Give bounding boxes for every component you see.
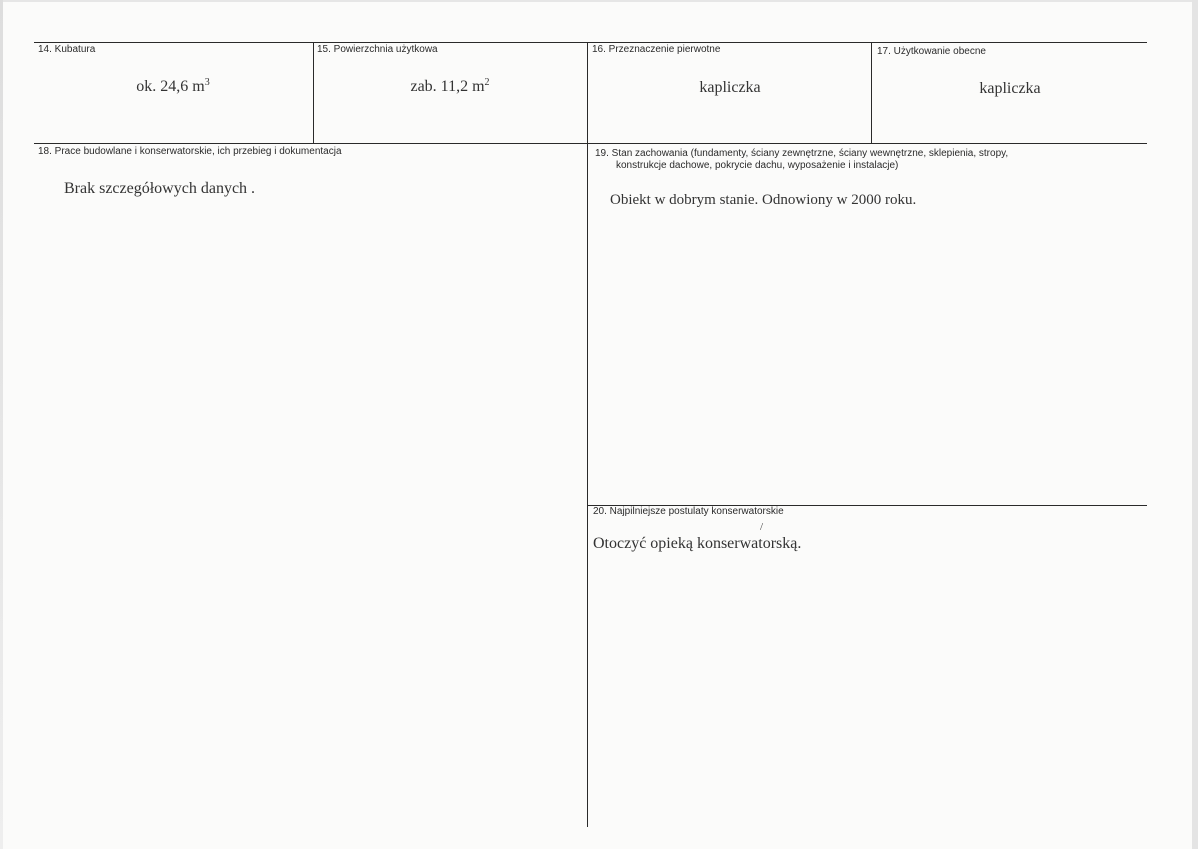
rule-col1 xyxy=(313,42,314,143)
field-20-label: 20. Najpilniejsze postulaty konserwatorskie xyxy=(593,506,784,517)
field-15-value: zab. 11,2 $m^2$ xyxy=(410,77,490,95)
field-19-value: Obiekt w dobrym stanie. Odnowiony w 2000 roku. xyxy=(610,192,917,208)
rule-col3 xyxy=(871,42,872,143)
field-17-value: kapliczka xyxy=(979,80,1041,97)
field-15-label: 15. Powierzchnia użytkowa xyxy=(317,44,438,55)
field-14-exponent: 3 xyxy=(204,77,210,88)
field-17-label: 17. Użytkowanie obecne xyxy=(877,46,986,57)
field-15-exponent: 2 xyxy=(484,77,490,88)
field-14-label: 14. Kubatura xyxy=(38,44,96,55)
scan-edge-left xyxy=(0,0,3,849)
field-19-label-line1: 19. Stan zachowania (fundamenty, ściany zewnętrzne, ściany wewnętrzne, sklepienia, stropy, xyxy=(595,148,1009,159)
scan-edge-top xyxy=(0,0,1198,2)
rule-top xyxy=(34,42,1147,43)
scan-edge-right xyxy=(1192,0,1198,849)
field-18-value: Brak szczegółowych danych . xyxy=(64,180,256,197)
field-19-label-line2: konstrukcje dachowe, pokrycie dachu, wyposażenie i instalacje) xyxy=(616,160,899,171)
field-16-value: kapliczka xyxy=(699,79,761,96)
rule-col-center xyxy=(587,42,588,827)
rule-row1-bottom xyxy=(34,143,1147,144)
field-14-value: ok. 24,6 $m^3$ xyxy=(136,77,210,95)
field-16-label: 16. Przeznaczenie pierwotne xyxy=(592,44,721,55)
field-18-label: 18. Prace budowlane i konserwatorskie, ich przebieg i dokumentacja xyxy=(38,146,342,157)
field-20-value: Otoczyć opieką konserwatorską. xyxy=(593,535,802,552)
scan-mark: / xyxy=(760,521,764,533)
